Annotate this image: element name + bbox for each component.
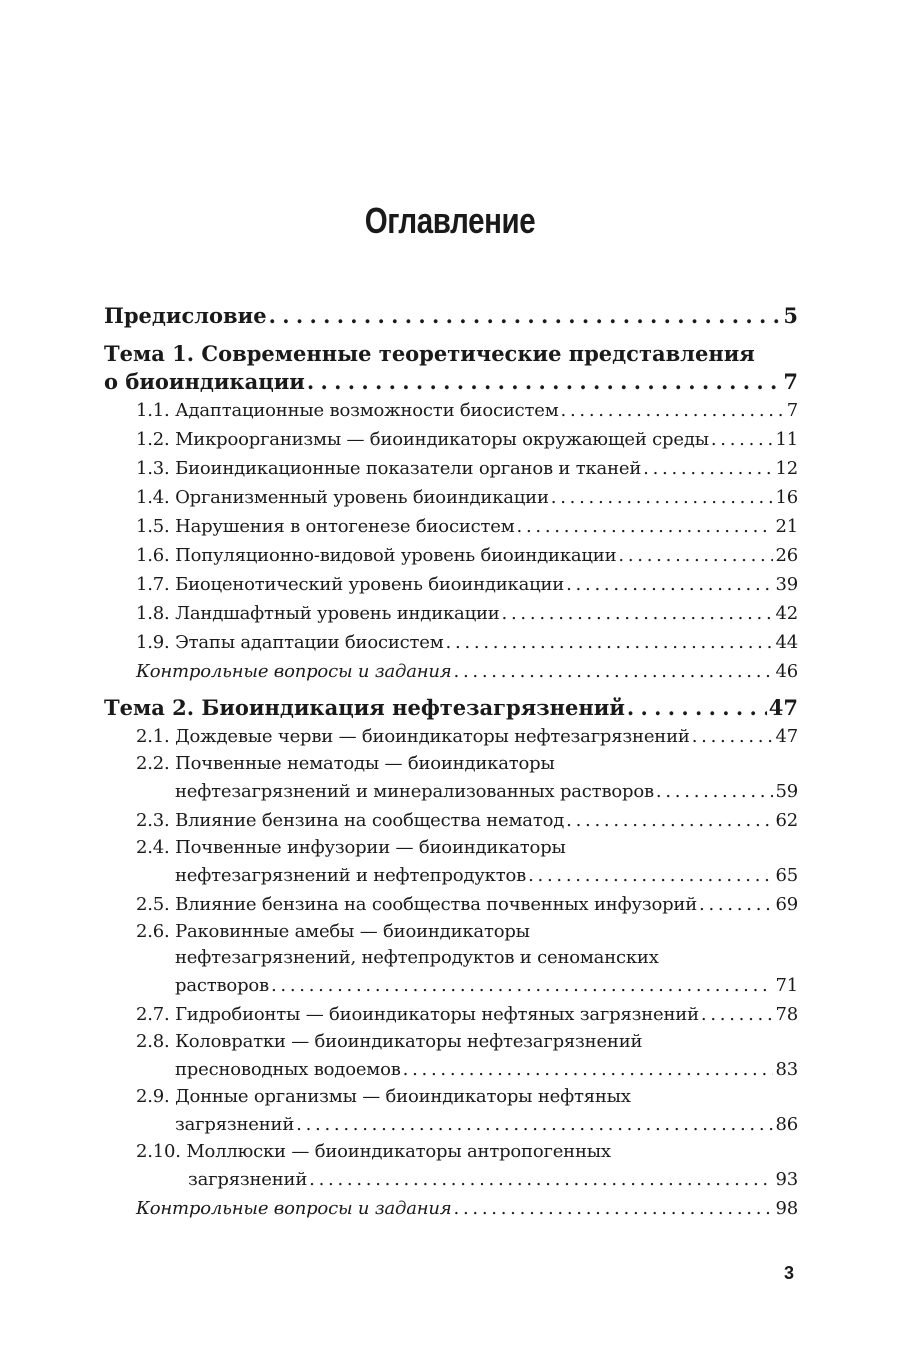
toc-item-1-4[interactable] [104,483,798,512]
toc-item-page: 46 [775,661,798,682]
dot-leader [271,971,774,1000]
toc-entry-page: 7 [783,369,798,394]
toc-topic-1-line1[interactable]: Тема 1. Современные теоретические представления [104,341,755,366]
dot-leader [403,1055,774,1084]
toc-item-label: 1.2. Микроорганизмы — биоиндикаторы окружающей среды [136,429,709,450]
toc-item-label: 2.4. Почвенные инфузории — биоиндикаторы [136,837,566,858]
dot-leader [699,890,773,919]
toc-item-2-6[interactable] [104,919,798,1000]
toc-item-page: 86 [775,1114,798,1135]
toc-item-1-5[interactable] [104,512,798,541]
toc-item-2-1[interactable] [104,722,798,751]
toc-item-page: 44 [775,632,798,653]
toc-item-page: 21 [775,516,798,537]
toc-item-label: 1.6. Популяционно-видовой уровень биоиндикации [136,545,617,566]
toc-item-1-3[interactable] [104,454,798,483]
dot-leader [296,1110,773,1139]
toc-item-page: 65 [775,865,798,886]
toc-item-label: 2.3. Влияние бензина на сообщества нематод [136,810,565,831]
toc-item-1-8[interactable] [104,599,798,628]
toc-item-label: 2.7. Гидробионты — биоиндикаторы нефтяных загрязнений [136,1004,699,1025]
toc-item-label: 1.1. Адаптационные возможности биосистем [136,400,559,421]
toc-item-page: 69 [775,894,798,915]
toc-item-label: 1.3. Биоиндикационные показатели органов и тканей [136,458,642,479]
toc-item-page: 62 [775,810,798,831]
toc-item-2-questions[interactable] [104,1194,798,1223]
dot-leader [566,570,773,599]
toc-entry-page: 5 [783,303,798,328]
dot-leader [627,694,767,722]
dot-leader [517,512,774,541]
toc-item-label: Контрольные вопросы и задания [136,1198,452,1219]
toc-item-2-3[interactable] [104,806,798,835]
toc-item-2-7[interactable] [104,1000,798,1029]
toc-item-label: 1.5. Нарушения в онтогенезе биосистем [136,516,515,537]
toc-item-1-2[interactable] [104,425,798,454]
dot-leader [551,483,774,512]
toc-item-label: нефтезагрязнений, нефтепродуктов и сеноманских [175,947,659,968]
toc-item-page: 11 [775,429,798,450]
toc-item-label: растворов [175,975,269,996]
dot-leader [566,806,773,835]
dot-leader [502,599,774,628]
toc-item-1-9[interactable] [104,628,798,657]
toc-item-label: 1.4. Организменный уровень биоиндикации [136,487,549,508]
page-title: Оглавление [364,200,536,241]
toc-item-label: нефтезагрязнений и минерализованных растворов [175,781,654,802]
toc-item-page: 42 [775,603,798,624]
toc-item-label: 2.8. Коловратки — биоиндикаторы нефтезагрязнений [136,1031,643,1052]
toc-entry-preface[interactable] [104,302,798,330]
toc-item-2-9[interactable] [104,1084,798,1139]
toc-entry-page: 47 [768,695,798,720]
toc-item-page: 7 [786,400,798,421]
dot-leader [454,657,774,686]
toc-item-label: 2.10. Моллюски — биоиндикаторы антропогенных [136,1141,611,1162]
toc-item-page: 98 [775,1198,798,1219]
toc-item-1-6[interactable] [104,541,798,570]
page-number: 3 [784,1263,795,1283]
toc-item-label: загрязнений [175,1114,295,1135]
toc-item-2-2[interactable] [104,751,798,806]
dot-leader [307,368,782,396]
toc-topic-1[interactable] [104,368,798,396]
table-of-contents [104,302,798,1223]
toc-item-label: 2.6. Раковинные амебы — биоиндикаторы [136,921,530,942]
dot-leader [656,777,774,806]
toc-item-1-7[interactable] [104,570,798,599]
toc-item-page: 26 [775,545,798,566]
dot-leader [711,425,774,454]
toc-item-label: 2.1. Дождевые черви — биоиндикаторы нефтезагрязнений [136,726,690,747]
toc-entry-label: о биоиндикации [104,369,305,394]
toc-item-label: нефтезагрязнений и нефтепродуктов [175,865,527,886]
toc-item-page: 59 [775,781,798,802]
toc-item-label: 2.5. Влияние бензина на сообщества почвенных инфузорий [136,894,698,915]
toc-item-2-8[interactable] [104,1029,798,1084]
dot-leader [692,722,774,751]
toc-entry-label: Предисловие [104,303,267,328]
toc-item-label: загрязнений [188,1169,308,1190]
toc-item-label: Контрольные вопросы и задания [136,661,452,682]
dot-leader [269,302,782,330]
toc-item-page: 71 [775,975,798,996]
toc-item-label: 1.8. Ландшафтный уровень индикации [136,603,500,624]
toc-item-page: 12 [775,458,798,479]
toc-item-label: пресноводных водоемов [175,1059,401,1080]
toc-item-page: 78 [775,1004,798,1025]
toc-item-page: 93 [775,1169,798,1190]
toc-item-label: 2.2. Почвенные нематоды — биоиндикаторы [136,753,555,774]
toc-entry-label: Тема 2. Биоиндикация нефтезагрязнений [104,695,625,720]
toc-item-page: 39 [775,574,798,595]
toc-item-page: 83 [775,1059,798,1080]
dot-leader [618,541,773,570]
dot-leader [446,628,774,657]
toc-item-1-1[interactable] [104,396,798,425]
toc-item-2-4[interactable] [104,835,798,890]
dot-leader [561,396,785,425]
dot-leader [309,1165,773,1194]
toc-topic-2[interactable] [104,694,798,722]
toc-item-page: 47 [775,726,798,747]
dot-leader [643,454,773,483]
toc-item-label: 1.7. Биоценотический уровень биоиндикации [136,574,565,595]
toc-item-label: 2.9. Донные организмы — биоиндикаторы нефтяных [136,1086,631,1107]
dot-leader [528,861,773,890]
dot-leader [701,1000,774,1029]
toc-item-1-questions[interactable] [104,657,798,686]
toc-item-2-5[interactable] [104,890,798,919]
dot-leader [454,1194,774,1223]
toc-item-label: 1.9. Этапы адаптации биосистем [136,632,444,653]
toc-item-page: 16 [775,487,798,508]
toc-item-2-10[interactable] [104,1139,798,1194]
